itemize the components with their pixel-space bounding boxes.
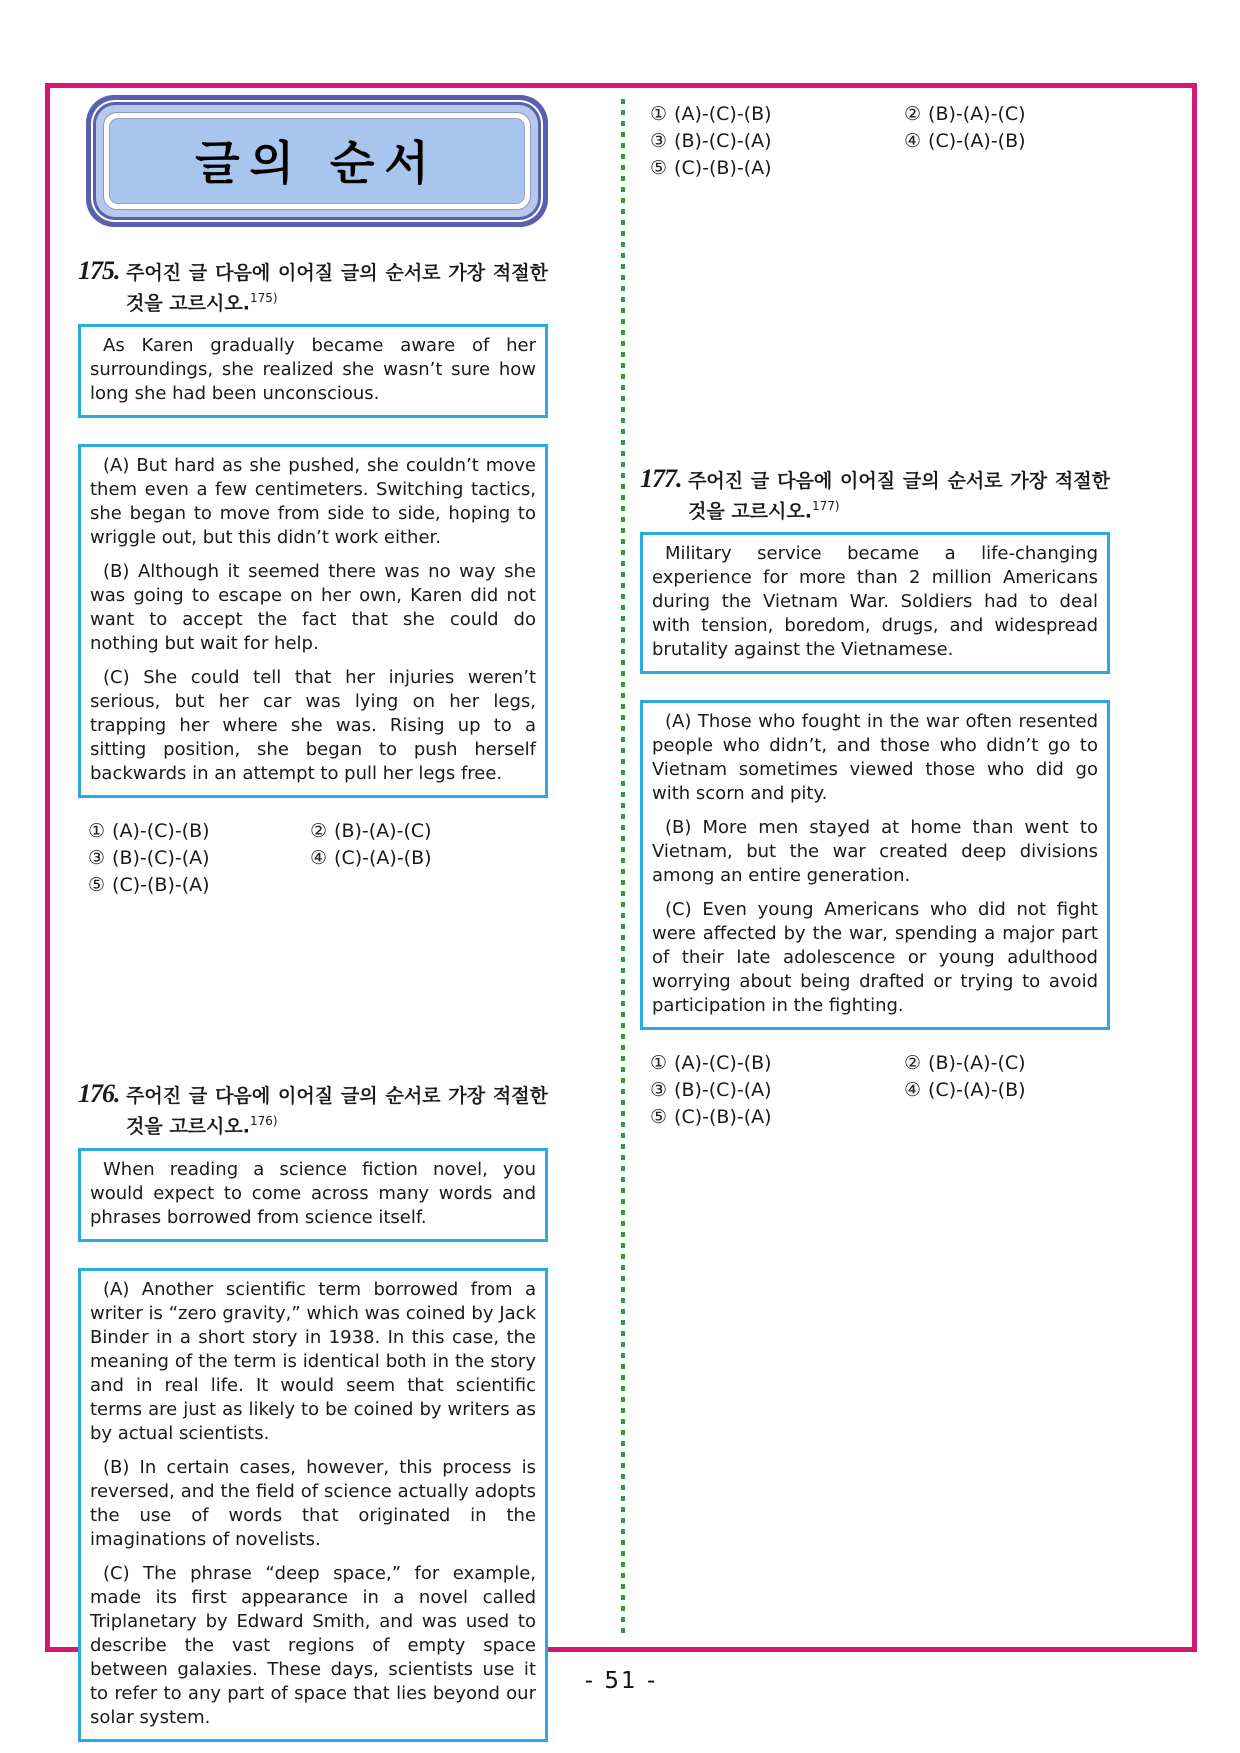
page-number: - 51 -: [584, 1668, 658, 1694]
choice-label: (A)-(C)-(B): [674, 103, 772, 125]
choice-option-3[interactable]: [650, 128, 904, 154]
choice-option-2[interactable]: [310, 818, 548, 844]
section-title: 글의 순서: [195, 136, 439, 190]
question-177-header: [640, 464, 1110, 524]
paragraph-A: (A) But hard as she pushed, she couldn’t move them even a few centimeters. Switching tactics, she began to move from side to side, hoping to wriggle out, but this didn’t work either.: [90, 455, 536, 549]
question-number: 177.: [640, 464, 682, 493]
choice-option-4[interactable]: [904, 1077, 1110, 1103]
question-instruction: 주어진 글 다음에 이어질 글의 순서로 가장 적절한 것을 고르시오.: [126, 1085, 548, 1138]
question-175: [78, 256, 548, 898]
choice-label: (B)-(C)-(A): [674, 1079, 772, 1102]
choice-label: (C)-(B)-(A): [674, 1106, 772, 1129]
question-instruction: 주어진 글 다음에 이어질 글의 순서로 가장 적절한 것을 고르시오.: [126, 262, 548, 315]
choice-marker: ⑤: [650, 1106, 668, 1129]
paragraph-B: (B) In certain cases, however, this process is reversed, and the field of science actually adopts the use of words that originated in the imaginations of novelists.: [90, 1456, 536, 1550]
paragraph-A: (A) Those who fought in the war often resented people who didn’t, and those who didn’t go to Vietnam sometimes viewed those who did go with scorn and pity.: [652, 711, 1098, 805]
choice-label: (B)-(A)-(C): [928, 1052, 1026, 1075]
question-number: 176.: [78, 1079, 120, 1109]
choice-option-3[interactable]: [650, 1077, 904, 1103]
given-passage: As Karen gradually became aware of her surroundings, she realized she wasn’t sure how long she had been unconscious.: [90, 335, 536, 405]
right-column: [640, 95, 1110, 1130]
choice-marker: ④: [904, 130, 922, 152]
spacer: [78, 898, 548, 1084]
choice-option-1[interactable]: [650, 101, 904, 127]
choice-marker: ①: [88, 820, 106, 843]
question-177-choices: [640, 1050, 1110, 1130]
choice-option-5[interactable]: [650, 155, 904, 181]
question-177-given-box: [640, 532, 1110, 674]
footnote-marker: 176): [249, 1114, 278, 1129]
question-176: [78, 1079, 548, 1741]
paragraph-C: (C) The phrase “deep space,” for example, made its first appearance in a novel called Triplanetary by Edward Smith, and was used to describe the vast regions of empty space between galaxies. These days, scientists use it to refer to any part of space that lies beyond our solar system.: [90, 1562, 536, 1728]
question-177-paragraphs-box: [640, 700, 1110, 1030]
choice-label: (A)-(C)-(B): [674, 1052, 772, 1075]
choice-label: (C)-(A)-(B): [928, 1079, 1026, 1102]
footnote-marker: 177): [811, 499, 840, 513]
choice-label: (C)-(A)-(B): [334, 847, 432, 870]
question-175-choices: [78, 818, 548, 898]
question-175-paragraphs-box: [78, 444, 548, 798]
choice-marker: ④: [904, 1079, 922, 1102]
choice-option-2[interactable]: [904, 1050, 1110, 1076]
paragraph-C: (C) Even young Americans who did not fight were affected by the war, spending a major part of their late adolescence or young adulthood worrying about being drafted or trying to avoid participation in the fighting.: [652, 899, 1098, 1017]
choice-option-4[interactable]: [904, 128, 1110, 154]
question-number: 175.: [78, 256, 120, 285]
paragraph-B: (B) More men stayed at home than went to Vietnam, but the war created deep divisions among an entire generation.: [652, 817, 1098, 887]
choice-marker: ③: [88, 847, 106, 870]
choice-option-2[interactable]: [904, 101, 1110, 127]
given-passage: When reading a science fiction novel, you would expect to come across many words and phrases borrowed from science itself.: [90, 1158, 536, 1228]
choice-marker: ②: [310, 820, 328, 843]
choice-marker: ①: [650, 1052, 668, 1075]
choice-label: (C)-(A)-(B): [928, 130, 1026, 152]
choice-option-1[interactable]: [88, 818, 310, 844]
footnote-marker: 175): [249, 291, 278, 305]
choice-marker: ⑤: [88, 874, 106, 897]
choice-option-1[interactable]: [650, 1050, 904, 1076]
question-176-given-box: [78, 1148, 548, 1242]
choice-option-4[interactable]: [310, 845, 548, 871]
choice-label: (B)-(A)-(C): [928, 103, 1026, 125]
choice-option-3[interactable]: [88, 845, 310, 871]
section-title-banner: [86, 95, 548, 227]
question-instruction: 주어진 글 다음에 이어질 글의 순서로 가장 적절한 것을 고르시오.: [688, 470, 1110, 523]
choice-marker: ②: [904, 1052, 922, 1075]
choice-label: (A)-(C)-(B): [112, 820, 210, 843]
paragraph-A: (A) Another scientific term borrowed from a writer is “zero gravity,” which was coined by Jack Binder in a short story in 1938. In this case, the meaning of the term is identical both in the story and in real life. It would seem that scientific terms are just as likely to be coined by writers as by actual scientists.: [90, 1278, 536, 1444]
choice-label: (B)-(C)-(A): [112, 847, 210, 870]
given-passage: Military service became a life-changing experience for more than 2 million Americans during the Vietnam War. Soldiers had to deal with tension, boredom, drugs, and widespread brutality against the Vietnamese.: [652, 543, 1098, 661]
spacer: [640, 181, 1110, 469]
choice-marker: ⑤: [650, 157, 668, 179]
question-176-choices: [640, 101, 1110, 181]
question-175-header: [78, 256, 548, 316]
choice-marker: ④: [310, 847, 328, 870]
choice-option-5[interactable]: [88, 872, 310, 898]
left-column: [78, 95, 548, 1742]
choice-label: (C)-(B)-(A): [112, 874, 210, 897]
choice-marker: ①: [650, 103, 668, 125]
choice-label: (B)-(C)-(A): [674, 130, 772, 152]
paragraph-C: (C) She could tell that her injuries weren’t serious, but her car was lying on her legs, trapping her where she was. Rising up to a sitting position, she began to push herself backwards in an attempt to pull her legs free.: [90, 667, 536, 785]
choice-marker: ③: [650, 1079, 668, 1102]
question-175-given-box: [78, 324, 548, 418]
choice-option-5[interactable]: [650, 1104, 904, 1130]
choice-label: (B)-(A)-(C): [334, 820, 432, 843]
choice-marker: ②: [904, 103, 922, 125]
question-176-header: [78, 1079, 548, 1139]
paragraph-B: (B) Although it seemed there was no way she was going to escape on her own, Karen did not want to accept the fact that she could do nothing but wait for help.: [90, 561, 536, 655]
choice-marker: ③: [650, 130, 668, 152]
choice-label: (C)-(B)-(A): [674, 157, 772, 179]
question-177: [640, 464, 1110, 1130]
column-divider: [621, 99, 625, 1637]
